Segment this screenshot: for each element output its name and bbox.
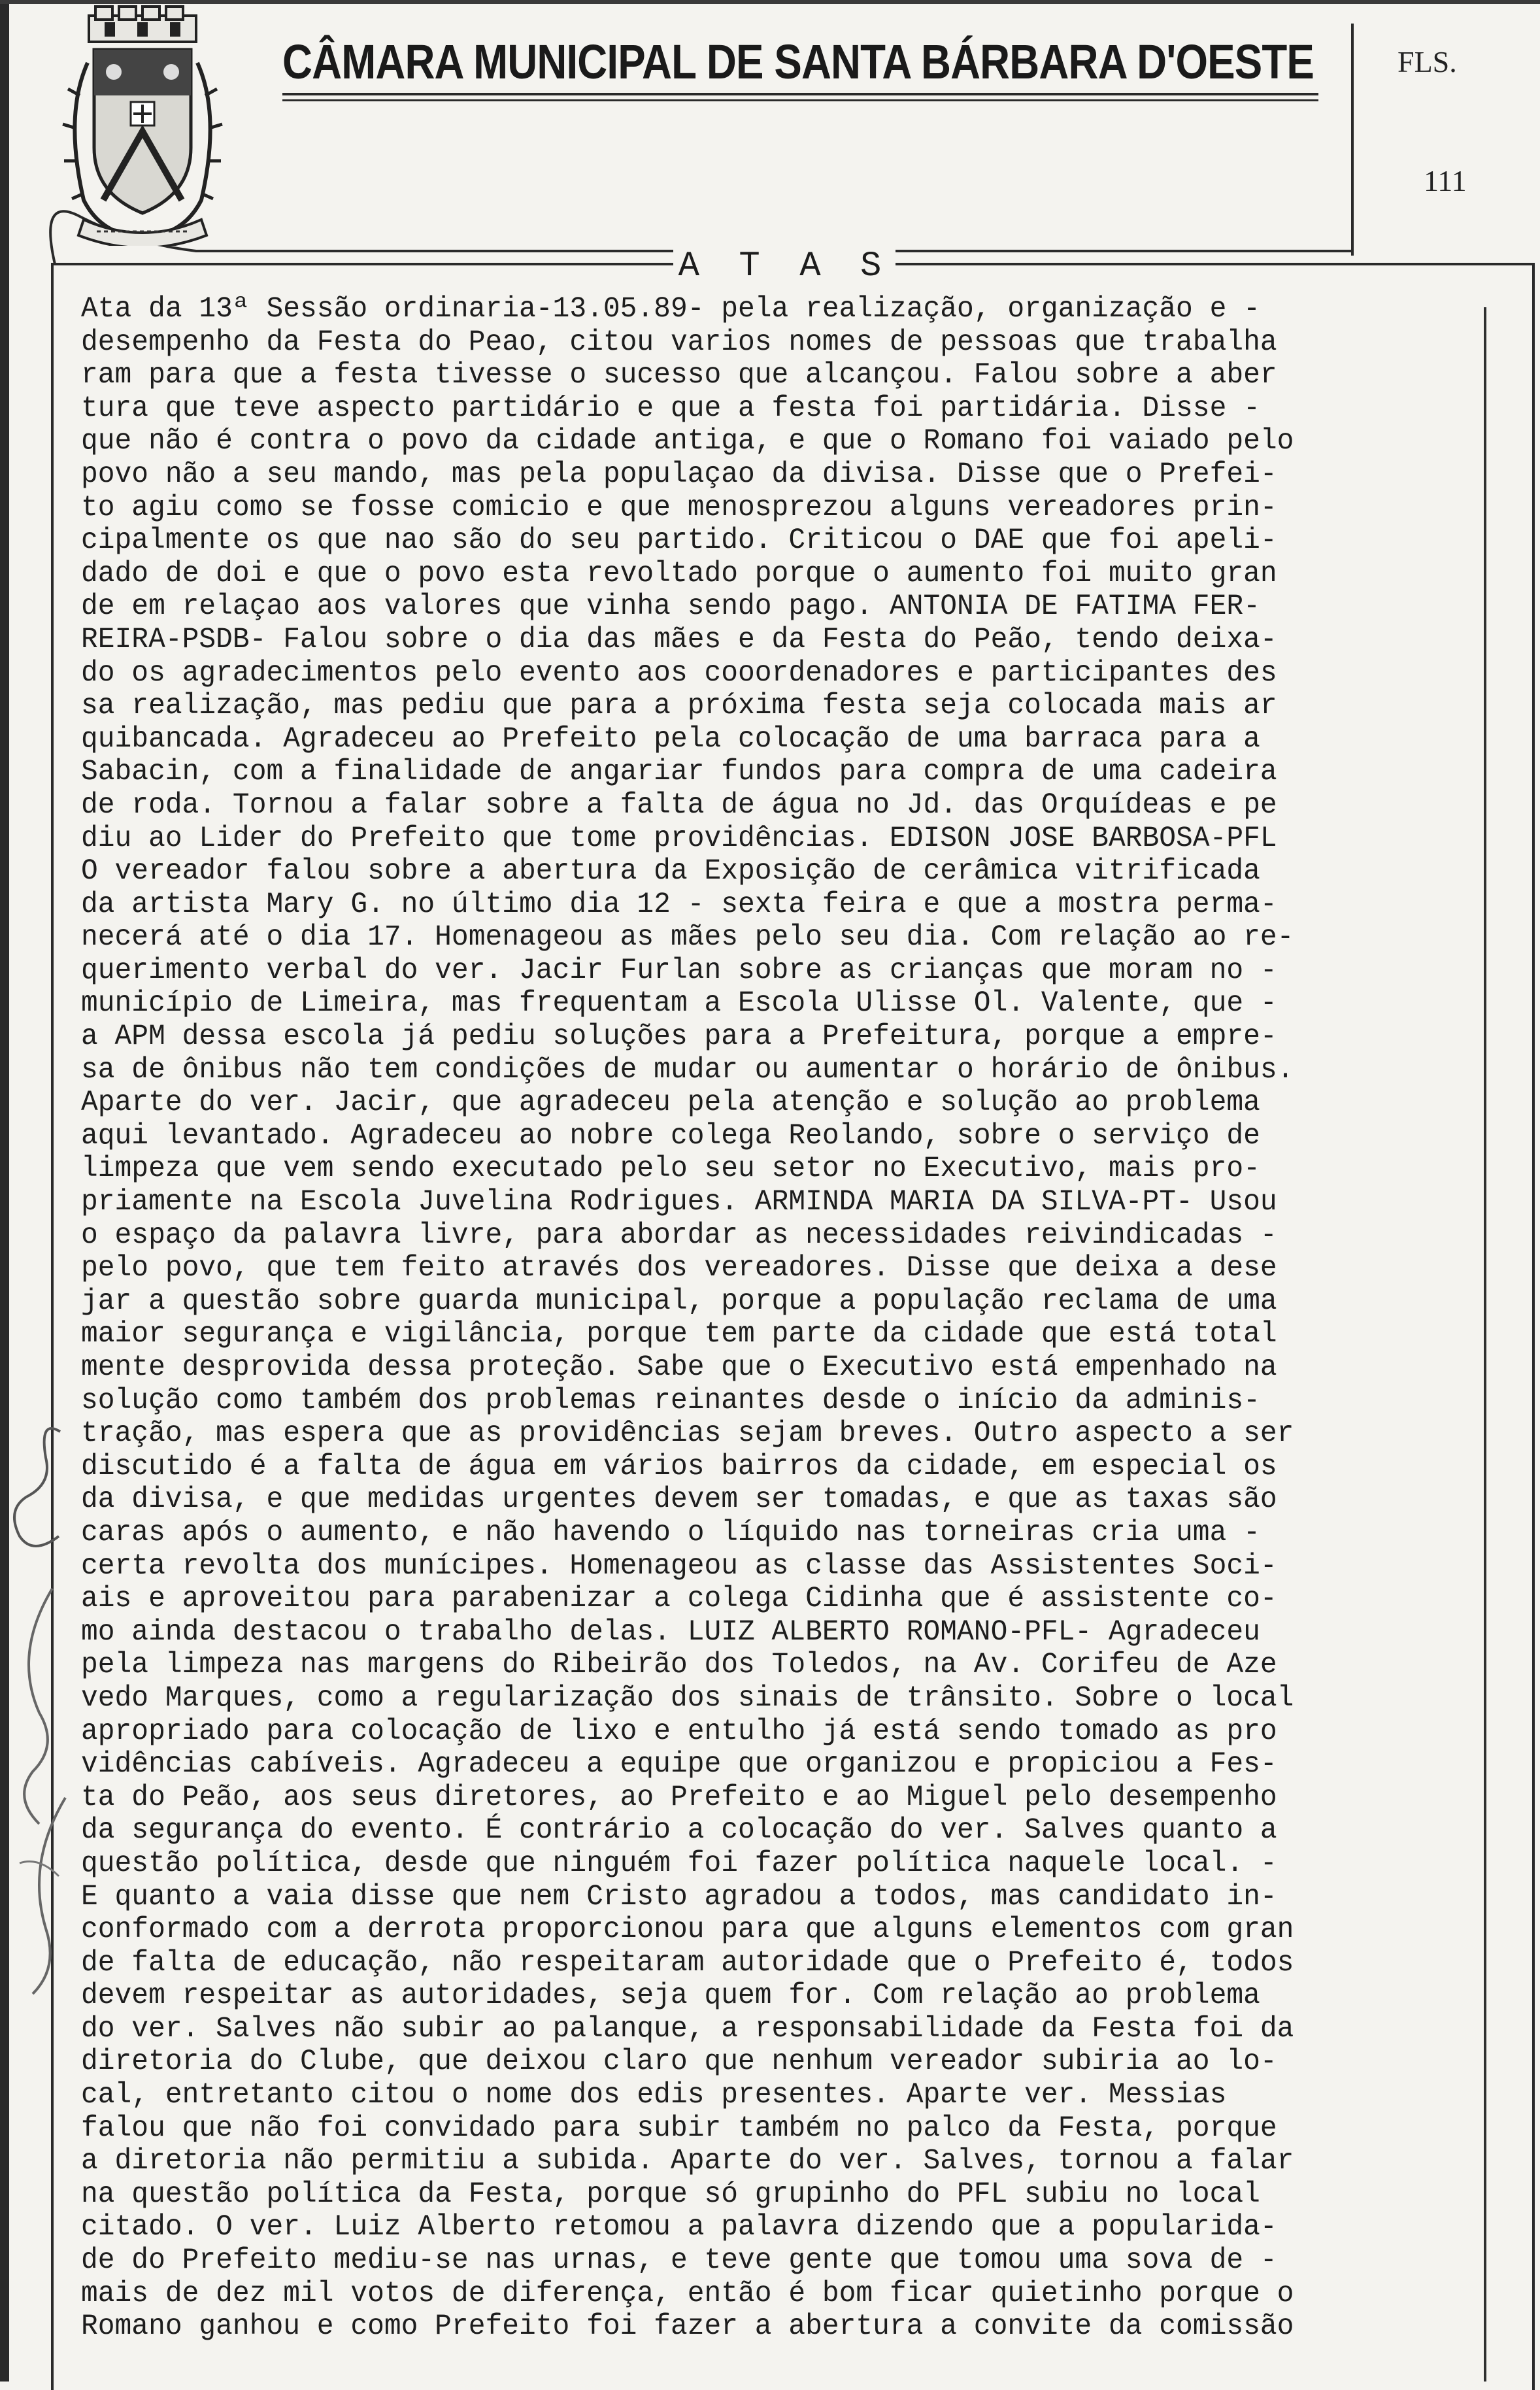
text-line: vidências cabíveis. Agradeceu a equipe que organizou e propiciou a Fes- — [81, 1748, 1277, 1781]
text-line: Romano ganhou e como Prefeito foi fazer a abertura a convite da comissão — [81, 2310, 1294, 2344]
text-line: O vereador falou sobre a abertura da Exposição de cerâmica vitrificada — [81, 855, 1260, 888]
folio-number: 111 — [1424, 164, 1467, 197]
text-line: citado. O ver. Luiz Alberto retomou a palavra dizendo que a popularida- — [81, 2211, 1277, 2244]
text-line: certa revolta dos munícipes. Homenageou as classe das Assistentes Soci- — [81, 1549, 1277, 1583]
minutes-body — [81, 293, 1486, 2376]
text-line: de roda. Tornou a falar sobre a falta de água no Jd. das Orquídeas e pe — [81, 788, 1277, 822]
text-line: necerá até o dia 17. Homenageou as mães pelo seu dia. Com relação ao re- — [81, 921, 1294, 954]
section-title: A T A S — [673, 247, 896, 286]
scan-edge-top — [0, 0, 1540, 4]
text-line: o espaço da palavra livre, para abordar as necessidades reivindicadas - — [81, 1219, 1277, 1252]
text-line: sa de ônibus não tem condições de mudar ou aumentar o horário de ônibus. — [81, 1053, 1294, 1086]
text-line: ram para que a festa tivesse o sucesso que alcançou. Falou sobre a aber — [81, 359, 1277, 392]
title-rule-top — [282, 93, 1318, 95]
text-line: de em relaçao aos valores que vinha sendo pago. ANTONIA DE FATIMA FER- — [81, 590, 1260, 624]
text-line: discutido é a falta de água em vários bairros da cidade, em especial os — [81, 1450, 1277, 1483]
text-line: a APM dessa escola já pediu soluções para a Prefeitura, porque a empre- — [81, 1020, 1277, 1054]
text-line: da divisa, e que medidas urgentes devem ser tomadas, e que as taxas são — [81, 1483, 1277, 1517]
scan-edge — [0, 0, 9, 2382]
text-line: aqui levantado. Agradeceu ao nobre colega Reolando, sobre o serviço de — [81, 1119, 1260, 1153]
text-line: de falta de educação, não respeitaram autoridade que o Prefeito é, todos — [81, 1946, 1294, 1979]
text-line: desempenho da Festa do Peao, citou varios nomes de pessoas que trabalha — [81, 326, 1277, 359]
text-line: a diretoria não permitiu a subida. Aparte do ver. Salves, tornou a falar — [81, 2145, 1294, 2178]
text-line: solução como também dos problemas reinantes desde o início da adminis- — [81, 1384, 1260, 1417]
header-divider — [1351, 24, 1354, 256]
text-line: da segurança do evento. É contrário a colocação do ver. Salves quanto a — [81, 1814, 1277, 1847]
text-line: município de Limeira, mas frequentam a Escola Ulisse Ol. Valente, que - — [81, 987, 1277, 1020]
text-line: diretoria do Clube, que deixou claro que nenhum vereador subiria ao lo- — [81, 2045, 1277, 2079]
text-line: mente desprovida dessa proteção. Sabe que o Executivo está empenhado na — [81, 1351, 1277, 1384]
text-line: tração, mas espera que as providências sejam breves. Outro aspecto a ser — [81, 1417, 1294, 1451]
text-line: to agiu como se fosse comicio e que menosprezou alguns vereadores prin- — [81, 491, 1277, 524]
text-line: do os agradecimentos pelo evento aos cooordenadores e participantes des — [81, 656, 1277, 690]
text-line: tura que teve aspecto partidário e que a festa foi partidária. Disse - — [81, 392, 1260, 425]
text-line: ais e aproveitou para parabenizar a colega Cidinha que é assistente co- — [81, 1583, 1277, 1616]
text-line: quibancada. Agradeceu ao Prefeito pela colocação de uma barraca para a — [81, 722, 1260, 756]
text-line: diu ao Lider do Prefeito que tome providências. EDISON JOSE BARBOSA-PFL — [81, 822, 1277, 855]
text-line: jar a questão sobre guarda municipal, porque a população reclama de uma — [81, 1285, 1277, 1318]
text-line: Aparte do ver. Jacir, que agradeceu pela atenção e solução ao problema — [81, 1086, 1260, 1120]
text-line: de do Prefeito mediu-se nas urnas, e teve gente que tomou uma sova de - — [81, 2244, 1277, 2278]
text-line: apropriado para colocação de lixo e entulho já está sendo tomado as pro — [81, 1715, 1277, 1748]
text-line: que não é contra o povo da cidade antiga, e que o Romano foi vaiado pelo — [81, 425, 1294, 458]
title-rule-bottom — [282, 99, 1318, 101]
text-line: conformado com a derrota proporcionou para que alguns elementos com gran — [81, 1913, 1294, 1947]
text-line: Sabacin, com a finalidade de angariar fundos para compra de uma cadeira — [81, 756, 1277, 789]
text-line: questão política, desde que ninguém foi fazer política naquele local. - — [81, 1847, 1277, 1880]
chamber-title: CÂMARA MUNICIPAL DE SANTA BÁRBARA D'OESTE — [282, 35, 1314, 89]
text-line: devem respeitar as autoridades, seja quem for. Com relação ao problema — [81, 1979, 1260, 2013]
text-line: pelo povo, que tem feito através dos vereadores. Disse que deixa a dese — [81, 1252, 1277, 1285]
text-line: vedo Marques, como a regularização dos sinais de trânsito. Sobre o local — [81, 1681, 1294, 1715]
text-line: falou que não foi convidado para subir também no palco da Festa, porque — [81, 2112, 1277, 2145]
text-line: dado de doi e que o povo esta revoltado porque o aumento foi muito gran — [81, 557, 1277, 590]
text-line: E quanto a vaia disse que nem Cristo agradou a todos, mas candidato in- — [81, 1880, 1277, 1913]
text-line: Ata da 13ª Sessão ordinaria-13.05.89- pela realização, organização e - — [81, 293, 1260, 326]
text-line: caras após o aumento, e não havendo o líquido nas torneiras cria uma - — [81, 1516, 1260, 1549]
text-line: povo não a seu mando, mas pela populaçao da divisa. Disse que o Prefei- — [81, 458, 1277, 491]
text-line — [81, 2344, 1437, 2377]
folio-label: FLS. — [1398, 45, 1457, 78]
municipal-coat-of-arms-icon — [58, 4, 227, 246]
text-line: sa realização, mas pediu que para a próxima festa seja colocada mais ar — [81, 690, 1277, 723]
text-line: limpeza que vem sendo executado pelo seu setor no Executivo, mais pro- — [81, 1153, 1260, 1186]
text-line: priamente na Escola Juvelina Rodrigues. ARMINDA MARIA DA SILVA-PT- Usou — [81, 1186, 1277, 1219]
text-line: na questão política da Festa, porque só grupinho do PFL subiu no local — [81, 2178, 1260, 2211]
text-line: cal, entretanto citou o nome dos edis presentes. Aparte ver. Messias — [81, 2079, 1227, 2112]
text-line: maior segurança e vigilância, porque tem parte da cidade que está total — [81, 1318, 1277, 1351]
text-line: pela limpeza nas margens do Ribeirão dos Toledos, na Av. Corifeu de Aze — [81, 1649, 1277, 1682]
text-line: ta do Peão, aos seus diretores, ao Prefeito e ao Miguel pelo desempenho — [81, 1781, 1277, 1814]
text-line: REIRA-PSDB- Falou sobre o dia das mães e da Festa do Peão, tendo deixa- — [81, 623, 1277, 656]
text-line: do ver. Salves não subir ao palanque, a responsabilidade da Festa foi da — [81, 2012, 1294, 2045]
text-line: mais de dez mil votos de diferença, então é bom ficar quietinho porque o — [81, 2277, 1294, 2310]
text-line: cipalmente os que nao são do seu partido. Criticou o DAE que foi apeli- — [81, 524, 1277, 558]
text-line: mo ainda destacou o trabalho delas. LUIZ ALBERTO ROMANO-PFL- Agradeceu — [81, 1615, 1260, 1649]
text-line: da artista Mary G. no último dia 12 - sexta feira e que a mostra perma- — [81, 888, 1277, 921]
text-line: querimento verbal do ver. Jacir Furlan sobre as crianças que moram no - — [81, 954, 1277, 987]
